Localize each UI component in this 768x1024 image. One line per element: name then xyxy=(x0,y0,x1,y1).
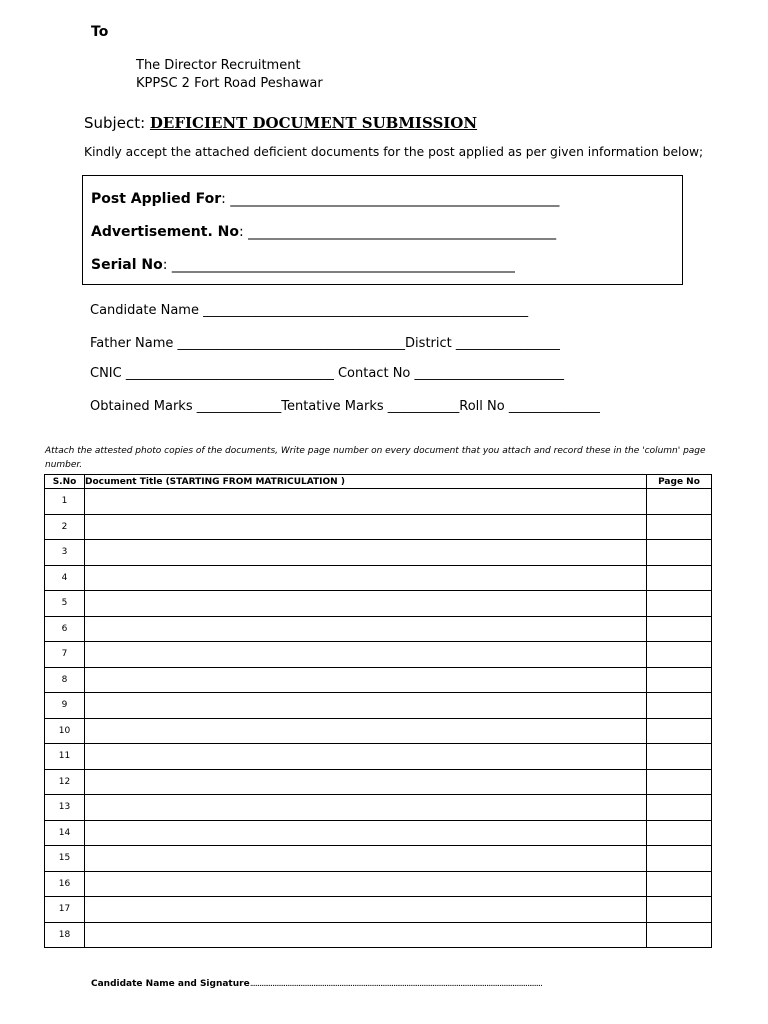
page-number-cell[interactable] xyxy=(647,769,712,795)
serial-number-cell: 11 xyxy=(45,744,85,770)
serial-number-cell: 6 xyxy=(45,616,85,642)
post-applied-row xyxy=(91,191,559,207)
advertisement-field[interactable]: : ____________________________________________ xyxy=(238,224,557,240)
table-row xyxy=(45,795,712,821)
recipient-line-1: The Director Recruitment xyxy=(136,58,301,73)
table-row xyxy=(45,846,712,872)
document-title-cell[interactable] xyxy=(85,591,647,617)
subject-line xyxy=(84,114,477,132)
table-row xyxy=(45,667,712,693)
document-title-cell[interactable] xyxy=(85,642,647,668)
candidate-name-field[interactable]: Candidate Name __________________________________________________ xyxy=(90,303,529,318)
document-title-cell[interactable] xyxy=(85,718,647,744)
table-row xyxy=(45,897,712,923)
advertisement-label: Advertisement. No xyxy=(91,224,239,240)
table-row xyxy=(45,540,712,566)
signature-label: Candidate Name and Signature xyxy=(91,979,250,989)
table-row xyxy=(45,616,712,642)
table-row xyxy=(45,871,712,897)
table-row xyxy=(45,744,712,770)
page-number-cell[interactable] xyxy=(647,846,712,872)
document-title-cell[interactable] xyxy=(85,871,647,897)
page-number-cell[interactable] xyxy=(647,718,712,744)
page-number-cell[interactable] xyxy=(647,642,712,668)
serial-number-cell: 5 xyxy=(45,591,85,617)
subject-value: DEFICIENT DOCUMENT SUBMISSION xyxy=(149,114,478,132)
serial-number-cell: 16 xyxy=(45,871,85,897)
serial-number-cell: 14 xyxy=(45,820,85,846)
subject-label: Subject: xyxy=(84,114,146,132)
page-number-cell[interactable] xyxy=(647,795,712,821)
document-title-cell[interactable] xyxy=(85,795,647,821)
serial-row xyxy=(91,257,515,273)
signature-line xyxy=(91,979,542,989)
serial-number-cell: 13 xyxy=(45,795,85,821)
marks-roll-field[interactable]: Obtained Marks _____________Tentative Marks ___________Roll No ______________ xyxy=(90,399,600,414)
sno-header: S.No xyxy=(45,475,85,489)
serial-number-cell: 17 xyxy=(45,897,85,923)
advertisement-row xyxy=(91,224,556,240)
page-number-cell[interactable] xyxy=(647,922,712,948)
serial-number-cell: 18 xyxy=(45,922,85,948)
serial-number-cell: 4 xyxy=(45,565,85,591)
father-district-field[interactable]: Father Name ___________________________________District ________________ xyxy=(90,336,560,351)
document-title-cell[interactable] xyxy=(85,489,647,515)
document-title-cell[interactable] xyxy=(85,922,647,948)
serial-label: Serial No xyxy=(91,257,163,273)
page-no-header: Page No xyxy=(647,475,712,489)
document-title-cell[interactable] xyxy=(85,820,647,846)
page-number-cell[interactable] xyxy=(647,693,712,719)
document-title-cell[interactable] xyxy=(85,769,647,795)
table-row xyxy=(45,591,712,617)
page-number-cell[interactable] xyxy=(647,616,712,642)
serial-number-cell: 7 xyxy=(45,642,85,668)
table-row xyxy=(45,565,712,591)
table-row xyxy=(45,489,712,515)
table-header-row xyxy=(45,475,712,489)
table-row xyxy=(45,820,712,846)
table-row xyxy=(45,922,712,948)
document-title-cell[interactable] xyxy=(85,897,647,923)
page-number-cell[interactable] xyxy=(647,514,712,540)
serial-number-cell: 10 xyxy=(45,718,85,744)
page-number-cell[interactable] xyxy=(647,871,712,897)
page-number-cell[interactable] xyxy=(647,565,712,591)
serial-number-cell: 15 xyxy=(45,846,85,872)
serial-number-cell: 9 xyxy=(45,693,85,719)
to-label: To xyxy=(91,24,109,40)
table-row xyxy=(45,718,712,744)
page-number-cell[interactable] xyxy=(647,667,712,693)
serial-number-cell: 8 xyxy=(45,667,85,693)
document-title-cell[interactable] xyxy=(85,514,647,540)
document-title-cell[interactable] xyxy=(85,540,647,566)
recipient-line-2: KPPSC 2 Fort Road Peshawar xyxy=(136,76,323,91)
document-title-cell[interactable] xyxy=(85,667,647,693)
serial-number-cell: 3 xyxy=(45,540,85,566)
cnic-contact-field[interactable]: CNIC ________________________________ Contact No _______________________ xyxy=(90,366,564,381)
document-title-header: Document Title (STARTING FROM MATRICULATION ) xyxy=(85,475,647,489)
table-row xyxy=(45,514,712,540)
document-title-cell[interactable] xyxy=(85,744,647,770)
serial-number-cell: 2 xyxy=(45,514,85,540)
document-title-cell[interactable] xyxy=(85,565,647,591)
document-title-cell[interactable] xyxy=(85,693,647,719)
table-row xyxy=(45,642,712,668)
post-info-box xyxy=(82,175,683,285)
page-number-cell[interactable] xyxy=(647,820,712,846)
page-number-cell[interactable] xyxy=(647,897,712,923)
signature-field[interactable]: ............................................................................................................................................................. xyxy=(249,979,542,989)
document-title-cell[interactable] xyxy=(85,616,647,642)
serial-field[interactable]: : _________________________________________________ xyxy=(162,257,515,273)
table-row xyxy=(45,769,712,795)
document-title-cell[interactable] xyxy=(85,846,647,872)
page-number-cell[interactable] xyxy=(647,489,712,515)
serial-number-cell: 12 xyxy=(45,769,85,795)
post-applied-field[interactable]: : _______________________________________________ xyxy=(221,191,560,207)
table-row xyxy=(45,693,712,719)
page-number-cell[interactable] xyxy=(647,744,712,770)
intro-text: Kindly accept the attached deficient documents for the post applied as per given information below; xyxy=(84,145,704,159)
post-applied-label: Post Applied For xyxy=(91,191,222,207)
serial-number-cell: 1 xyxy=(45,489,85,515)
page-number-cell[interactable] xyxy=(647,591,712,617)
attachment-note: Attach the attested photo copies of the documents, Write page number on every document that you attach and record these in the 'column' page number. xyxy=(45,446,706,470)
page-number-cell[interactable] xyxy=(647,540,712,566)
documents-table xyxy=(44,474,712,948)
